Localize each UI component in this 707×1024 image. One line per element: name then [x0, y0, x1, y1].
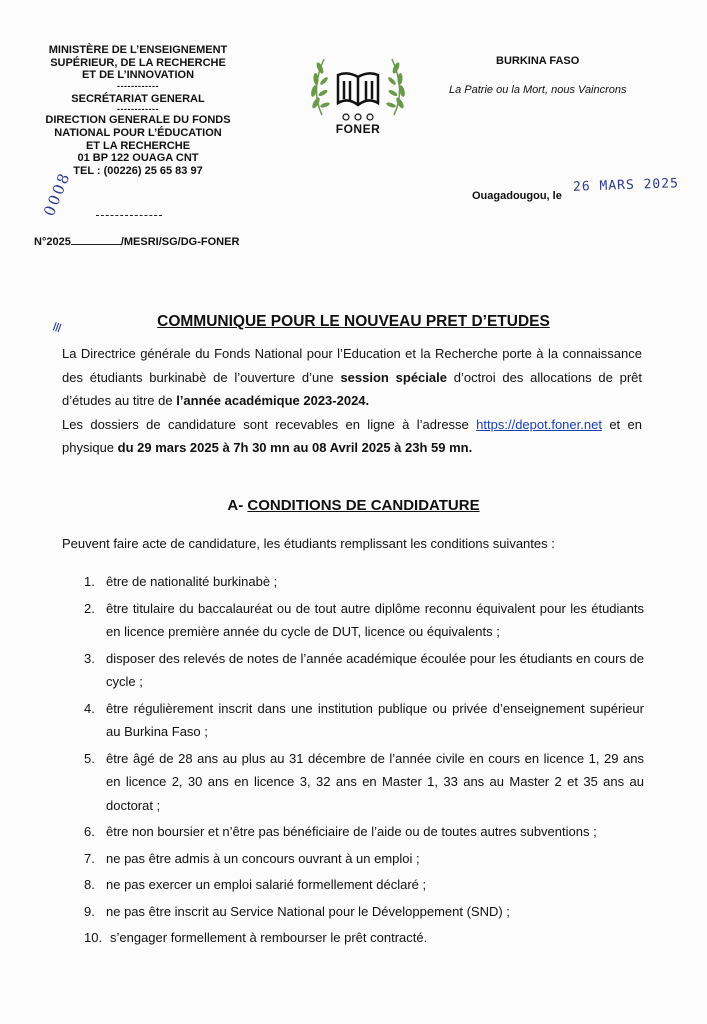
list-text: disposer des relevés de notes de l’année académique écoulée pour les étudiants en cours de cycle ; [106, 650, 644, 689]
text-run-bold: du 29 mars 2025 à 7h 30 mn au 08 Avril 2025 à 23h 59 mn. [117, 440, 473, 455]
reference-dashline [96, 215, 162, 216]
section-heading [0, 497, 707, 514]
list-item [84, 597, 644, 644]
section-title: CONDITIONS DE CANDIDATURE [247, 497, 480, 514]
ministry-header [18, 44, 258, 177]
list-text: être régulièrement inscrit dans une institution publique ou privée d’enseignement supérieur au Burkina Faso ; [106, 700, 644, 739]
list-number: 4. [84, 700, 95, 716]
list-text: ne pas exercer un emploi salarié formellement déclaré ; [106, 877, 427, 892]
list-text: ne pas être inscrit au Service National pour le Développement (SND) ; [106, 903, 510, 919]
list-item [84, 570, 644, 594]
reference-suffix: /MESRI/SG/DG-FONER [120, 236, 240, 248]
conditions-intro: Peuvent faire acte de candidature, les étudiants remplissant les conditions suivantes : [62, 536, 555, 551]
list-item [84, 647, 644, 694]
direction-line: 01 BP 122 OUAGA CNT [77, 152, 199, 165]
reference-number [34, 236, 239, 248]
list-text: ne pas être admis à un concours ouvrant à un emploi ; [106, 850, 420, 866]
list-number: 7. [84, 850, 95, 866]
ministry-line: MINISTÈRE DE L’ENSEIGNEMENT [48, 44, 228, 56]
list-item [84, 926, 644, 950]
direction-line: NATIONAL POUR L’ÉDUCATION [54, 126, 222, 139]
reference-prefix: N°2025 [34, 236, 71, 248]
list-number: 2. [84, 600, 95, 616]
list-text: être âgé de 28 ans au plus au 31 décembre de l’année civile en cours en licence 1, 29 ans en licence 2, 30 ans en licence 3, 32 ans en Master 1, 33 ans au Master 2 et 35 ans au doctorat ; [106, 750, 644, 813]
communique-title: COMMUNIQUE POUR LE NOUVEAU PRET D’ETUDES [157, 313, 550, 330]
direction-line: ET LA RECHERCHE [85, 139, 191, 152]
separator: ------------ [117, 104, 159, 115]
handwritten-mark: ≡ [48, 318, 68, 336]
national-motto: La Patrie ou la Mort, nous Vaincrons [449, 84, 627, 96]
list-item [84, 847, 644, 871]
list-text: s’engager formellement à rembourser le prêt contracté. [110, 930, 428, 945]
list-number: 9. [84, 903, 95, 919]
date-stamp: 26 MARS 2025 [572, 176, 680, 195]
list-text: être non boursier et n’être pas bénéficiaire de l’aide ou de toutes autres subventions ; [106, 824, 597, 839]
ministry-line: ET DE L’INNOVATION [81, 69, 195, 82]
paragraph-submission [62, 413, 642, 460]
general-secretariat: SECRÉTARIAT GENERAL [71, 92, 205, 105]
direction-line: DIRECTION GENERALE DU FONDS [45, 114, 231, 127]
list-number: 5. [84, 750, 95, 766]
direction-line: TEL : (00226) 25 65 83 97 [73, 164, 203, 177]
people-icon [343, 114, 373, 120]
book-icon [338, 73, 378, 105]
list-number: 3. [84, 650, 95, 666]
list-item [84, 820, 644, 844]
list-text: être de nationalité burkinabè ; [106, 574, 278, 589]
section-prefix: A- [227, 497, 248, 514]
list-text: être titulaire du baccalauréat ou de tout autre diplôme reconnu équivalent pour les étudiants en licence première année du cycle de DUT, licence ou équivalents ; [106, 600, 644, 639]
list-item [84, 900, 644, 924]
list-number: 8. [84, 877, 95, 892]
text-run: Les dossiers de candidature sont recevables en ligne à l’adresse [62, 416, 477, 432]
list-number: 6. [84, 824, 95, 839]
logo-text: FONER [335, 122, 381, 136]
list-number: 10. [84, 930, 103, 945]
list-item [84, 747, 644, 818]
paragraph-announcement [62, 342, 642, 413]
text-run-bold: session spéciale [340, 369, 447, 385]
list-number: 1. [84, 574, 95, 589]
conditions-list [84, 570, 644, 953]
list-item [84, 697, 644, 744]
country-name: BURKINA FASO [496, 55, 580, 67]
handwritten-number: 0008 [40, 169, 74, 219]
text-run: . [365, 393, 370, 408]
place-date-label: Ouagadougou, le [472, 190, 562, 202]
communique-body [62, 342, 642, 460]
text-run: et en physique [62, 416, 642, 455]
text-run: La Directrice générale du Fonds National pour l’Education et la Recherche porte à la connaissance des étudiants burkinabè de l’ouverture d’une [62, 346, 642, 385]
list-item [84, 873, 644, 897]
depot-link[interactable]: https://depot.foner.net [476, 416, 602, 432]
text-run-bold: l’année académique 2023-2024 [176, 393, 366, 408]
reference-blank [71, 243, 121, 245]
ministry-line: SUPÉRIEUR, DE LA RECHERCHE [50, 56, 226, 69]
separator: ------------ [117, 80, 159, 91]
text-run: d’octroi des allocations de prêt d’études au titre de [62, 369, 643, 408]
